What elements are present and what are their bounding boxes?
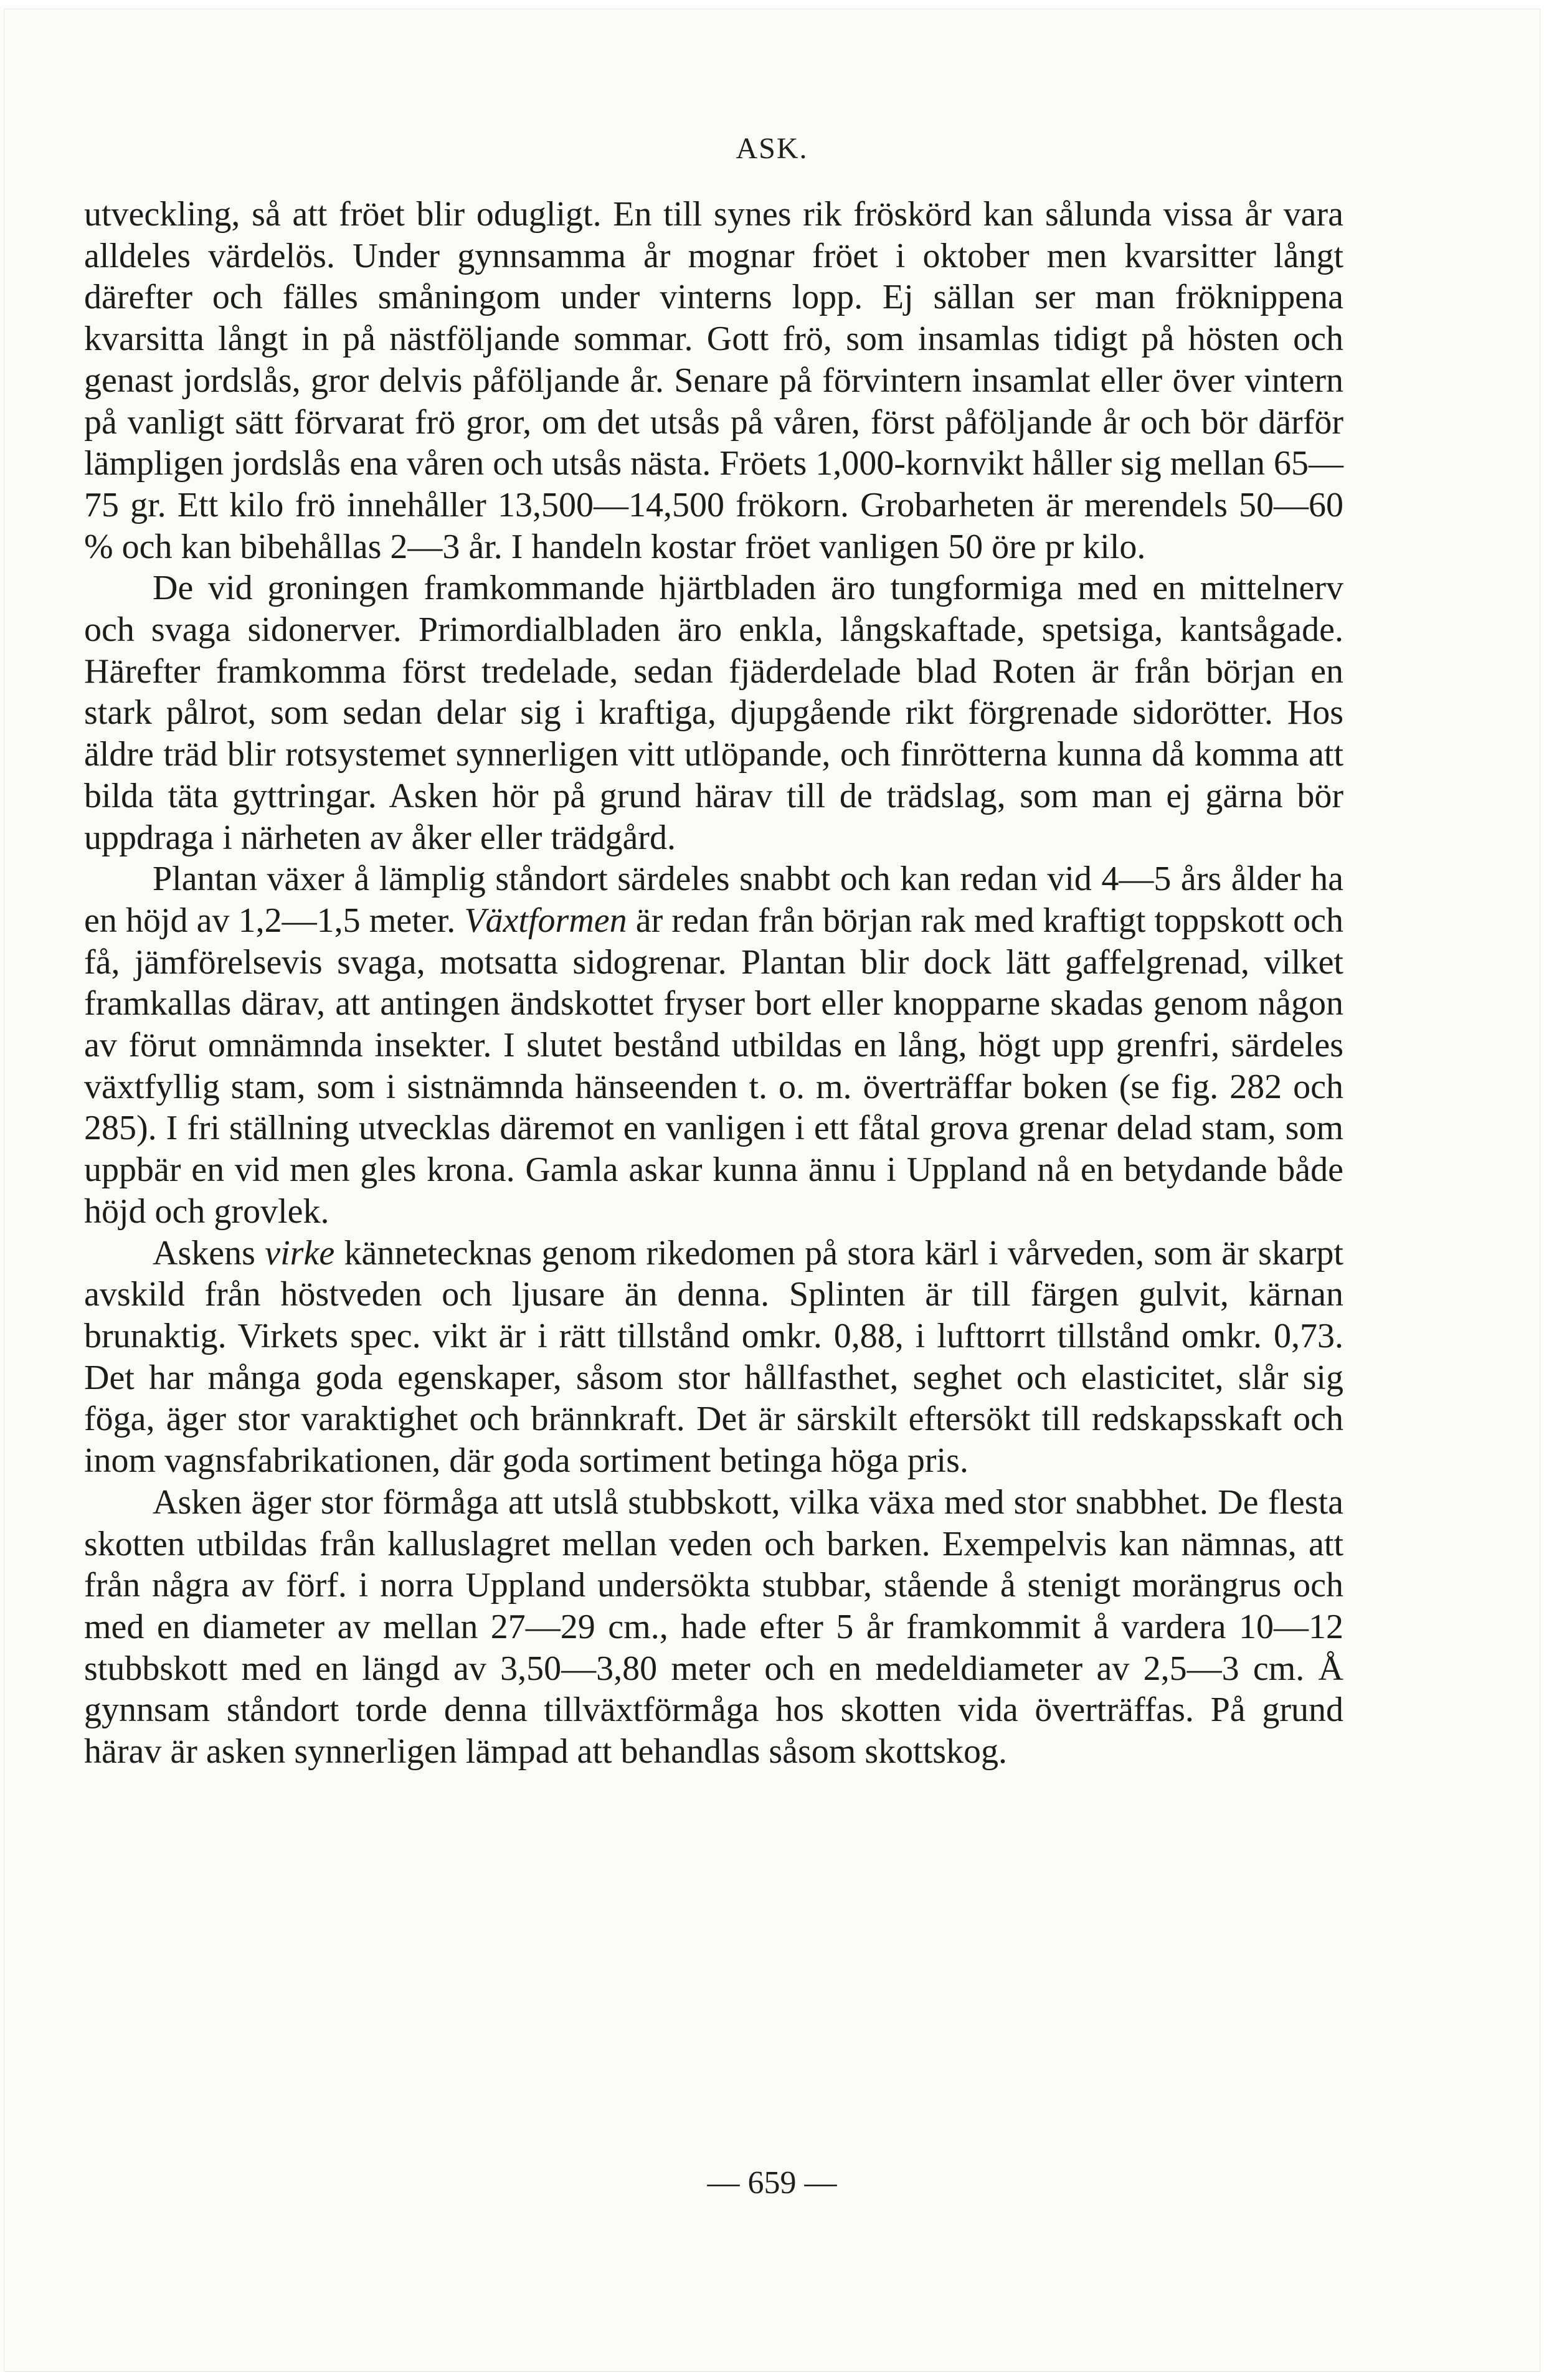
body-text <box>84 194 1343 1773</box>
paragraph-4-start: Askens <box>153 1233 265 1273</box>
italic-term-vaxtformen: Växtformen <box>464 901 627 940</box>
paragraph-5: Asken äger stor förmåga att utslå stubbskott, vilka växa med stor snabbhet. De flesta skotten utbildas från kalluslagret mellan veden och barken. Exempelvis kan nämnas, att från några av förf. i norra Uppland undersökta stubbar, stående å stenigt morängrus och med en diameter av mellan 27—29 cm., hade efter 5 år framkommit å vardera 10—12 stubbskott med en längd av 3,50—3,80 meter och en medeldiameter av 2,5—3 cm. Å gynnsam ståndort torde denna tillväxtförmåga hos skotten vida överträffas. På grund härav är asken synnerligen lämpad att behandlas såsom skottskog. <box>84 1482 1343 1771</box>
paragraph-1: utveckling, så att fröet blir odugligt. En till synes rik fröskörd kan sålunda vissa år vara alldeles värdelös. Under gynnsamma år mognar fröet i oktober men kvarsitter långt därefter och fälles småningom under vinterns lopp. Ej sällan ser man fröknippena kvarsitta långt in på nästföljande sommar. Gott frö, som insamlas tidigt på hösten och genast jordslås, gror delvis påföljande år. Senare på förvintern insamlat eller över vintern på vanligt sätt förvarat frö gror, om det utsås på våren, först påföljande år och bör därför lämpligen jordslås ena våren och utsås nästa. Fröets 1,000-kornvikt håller sig mellan 65—75 gr. Ett kilo frö innehåller 13,500—14,500 frökorn. Grobarheten är merendels 50—60 % och kan bibehållas 2—3 år. I handeln kostar fröet vanligen 50 öre pr kilo. <box>84 195 1343 566</box>
running-header: ASK. <box>736 132 808 165</box>
paragraph-2: De vid groningen framkommande hjärtbladen äro tungformiga med en mittelnerv och svaga sidonerver. Primordialbladen äro enkla, långskaftade, spetsiga, kantsågade. Härefter framkomma först tredelade, sedan fjäderdelade blad Roten är från början en stark pålrot, som sedan delar sig i kraftiga, djupgående rikt förgrenade sidorötter. Hos äldre träd blir rotsystemet synnerligen vitt utlöpande, och finrötterna kunna då komma att bilda täta gyttringar. Asken hör på grund härav till de trädslag, som man ej gärna bör uppdraga i närheten av åker eller trädgård. <box>84 569 1343 857</box>
paragraph-3-end: är redan från början rak med kraftigt toppskott och få, jämförelsevis svaga, motsatta sidogrenar. Plantan blir dock lätt gaffelgrenad, vilket framkallas därav, att antingen ändskottet fryser bort eller knopparne skadas genom någon av förut omnämnda insekter. I slutet bestånd utbildas en lång, högt upp grenfri, särdeles växtfyllig stam, som i sistnämnda hänseenden t. o. m. överträffar boken (se fig. 282 och 285). I fri ställning utvecklas däremot en vanligen i ett fåtal grova grenar delad stam, som uppbär en vid men gles krona. Gamla askar kunna ännu i Uppland nå en betydande både höjd och grovlek. <box>84 901 1343 1231</box>
page-number: — 659 — <box>707 2165 837 2201</box>
paragraph-4-end: kännetecknas genom rikedomen på stora kärl i vårveden, som är skarpt avskild från höstveden och ljusare än denna. Splinten är till färgen gulvit, kärnan brunaktig. Virkets spec. vikt är i rätt tillstånd omkr. 0,88, i lufttorrt tillstånd omkr. 0,73. Det har många goda egenskaper, såsom stor hållfasthet, seghet och elasticitet, slår sig föga, äger stor varaktighet och brännkraft. Det är särskilt eftersökt till redskapsskaft och inom vagnsfabrikationen, där goda sortiment betinga höga pris. <box>84 1233 1343 1481</box>
paragraph-3-start: Plantan växer å lämplig ståndort särdeles snabbt och kan redan vid 4—5 års ålder ha en höjd av 1,2—1,5 meter. <box>84 860 1343 940</box>
paragraph-4 <box>84 1233 1343 1482</box>
paragraph-3 <box>84 858 1343 1232</box>
italic-term-virke: virke <box>265 1233 335 1273</box>
book-page <box>4 9 1540 2372</box>
